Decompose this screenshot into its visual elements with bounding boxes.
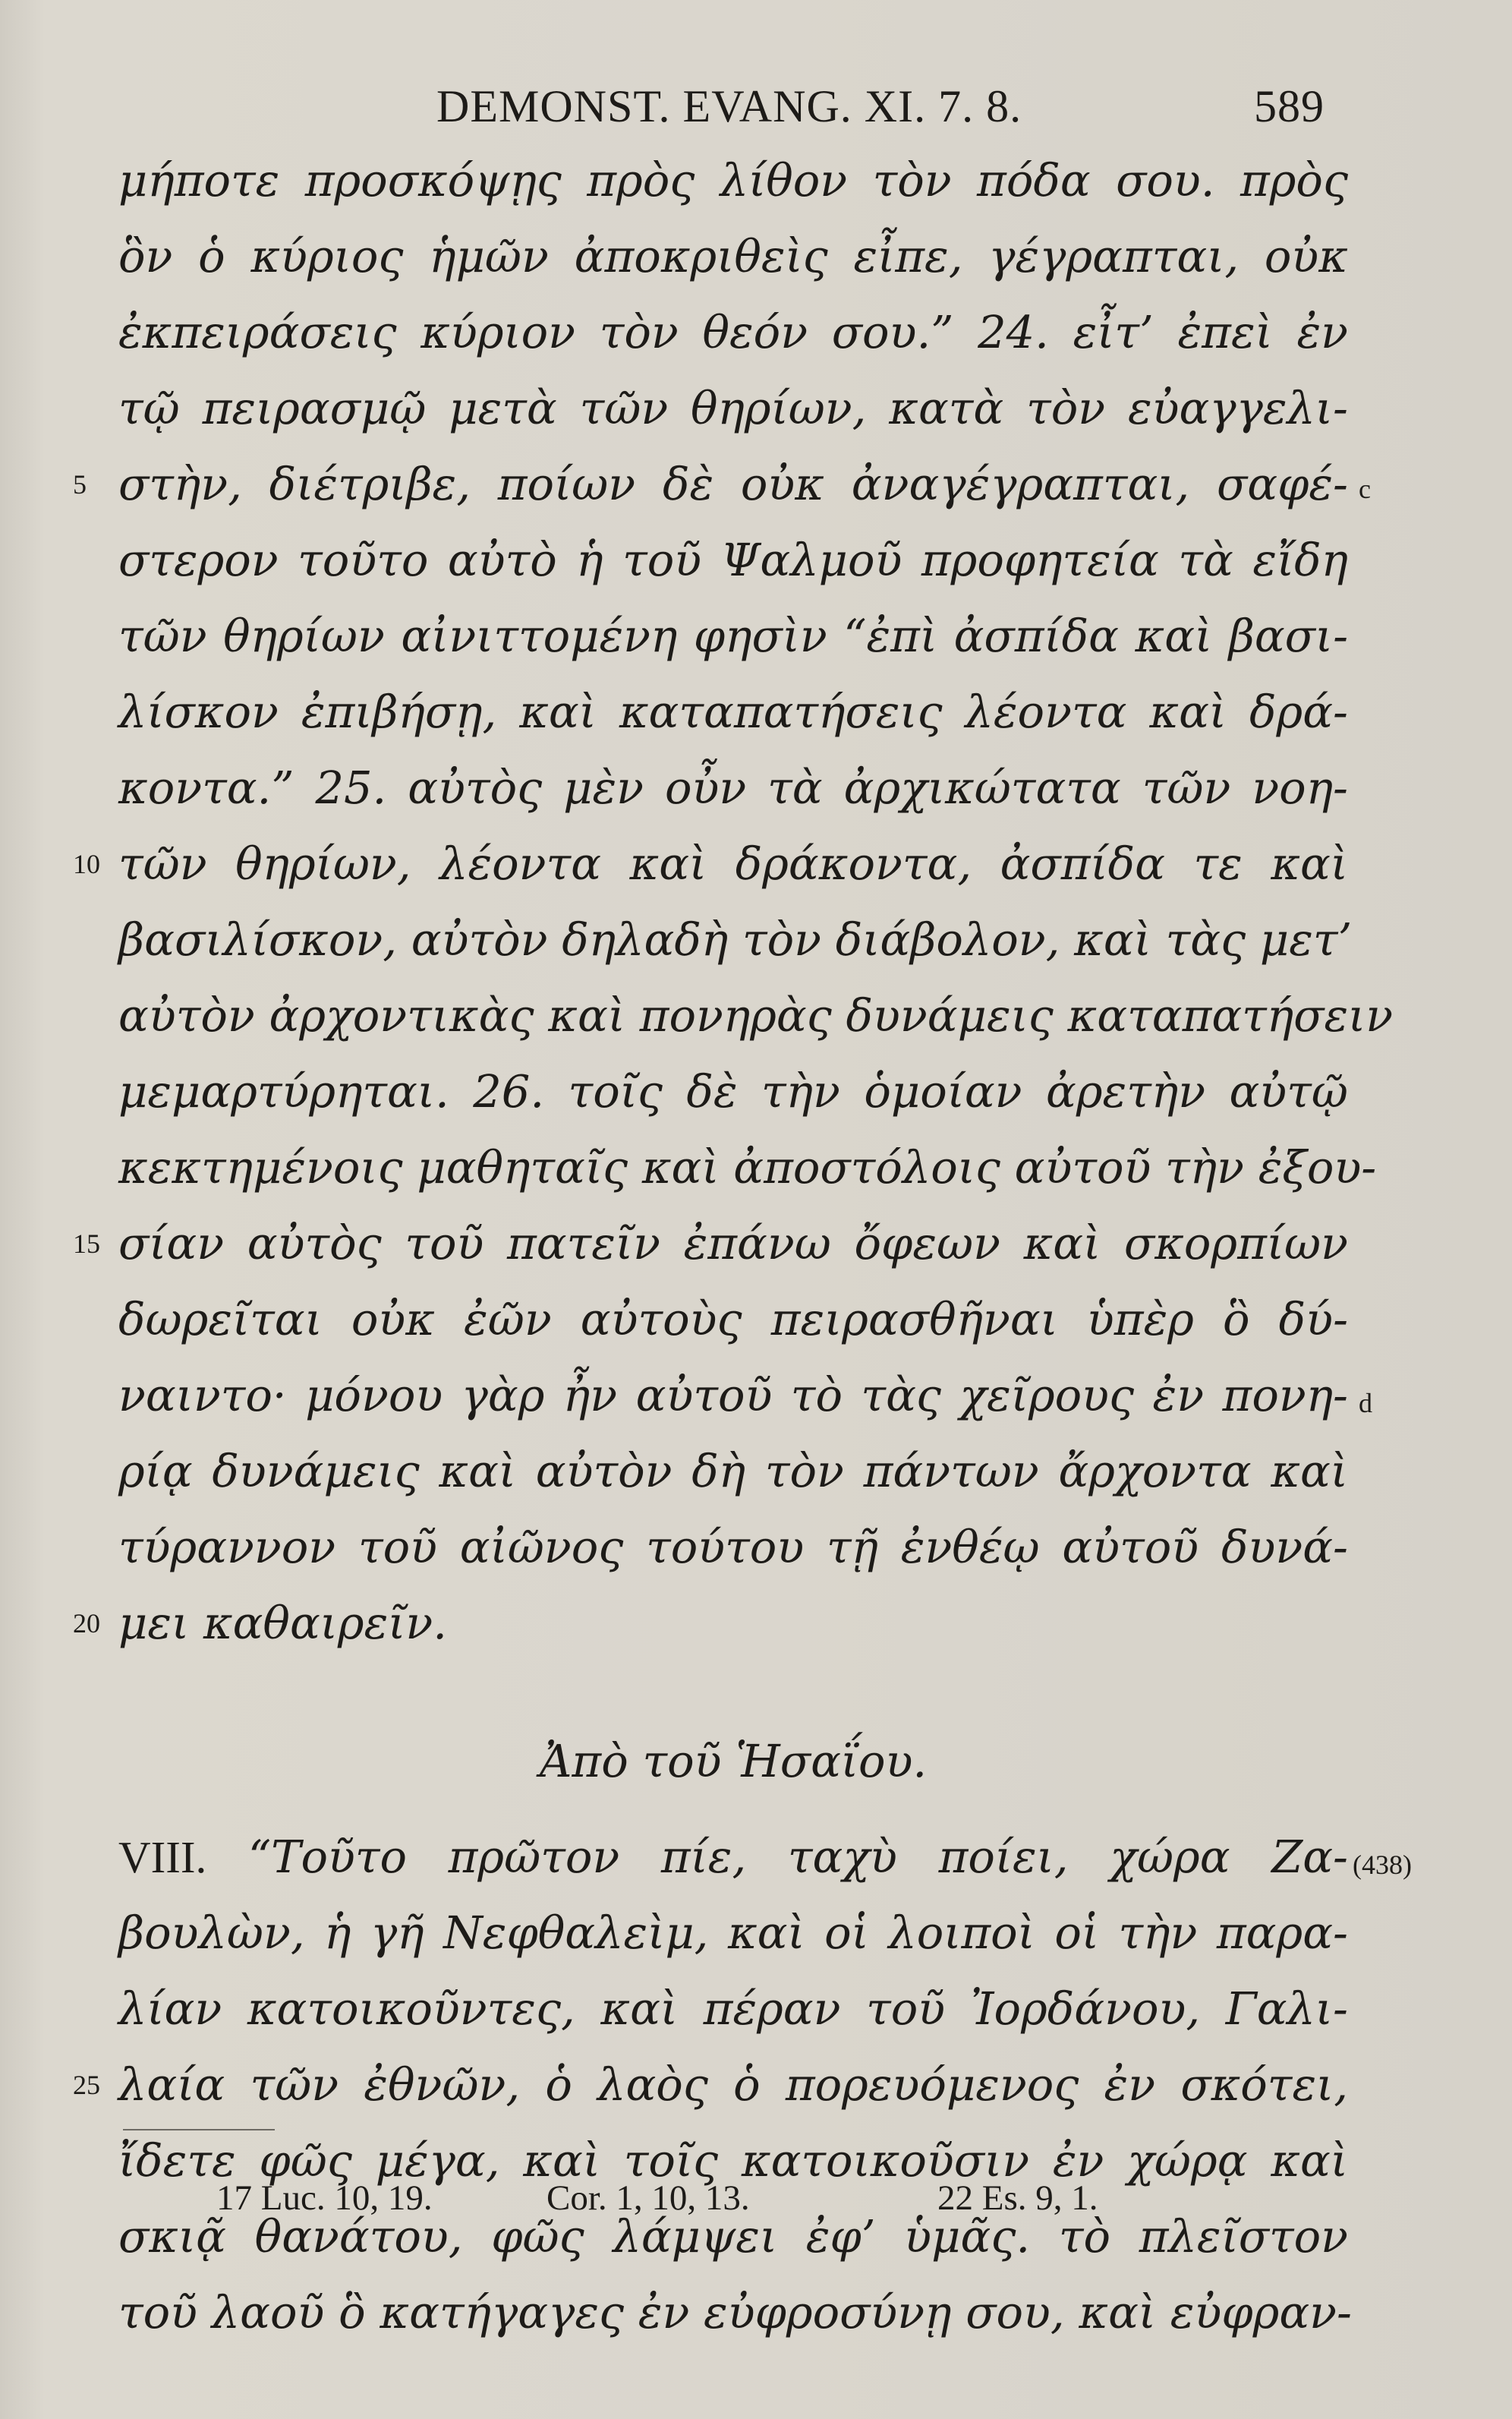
footnote: 17 Luc. 10, 19. — [216, 2178, 433, 2218]
line-number: 5 — [73, 469, 87, 500]
text-line: στερον τοῦτο αὐτὸ ἡ τοῦ Ψαλμοῦ προφητεία τὰ εἴδη — [118, 534, 1348, 586]
line-number: 20 — [73, 1608, 100, 1638]
text-line: στὴν, διέτριβε, ποίων δὲ οὐκ ἀναγέγραπται, σαφέ- — [118, 458, 1348, 510]
text-line: ὃν ὁ κύριος ἡμῶν ἀποκριθεὶς εἶπε, γέγραπται, οὐκ — [118, 230, 1348, 282]
text-line: σκιᾷ θανάτου, φῶς λάμψει ἐφ’ ὑμᾶς. τὸ πλεῖστον — [118, 2210, 1348, 2263]
text-line: τῷ πειρασμῷ μετὰ τῶν θηρίων, κατὰ τὸν εὐαγγελι- — [118, 382, 1348, 434]
section-heading: Ἀπὸ τοῦ Ἡσαΐου. — [539, 1735, 928, 1787]
text-line: δωρεῖται οὐκ ἐῶν αὐτοὺς πειρασθῆναι ὑπὲρ ὃ δύ- — [118, 1293, 1348, 1345]
footnote-rule — [123, 2129, 275, 2130]
text-line: τῶν θηρίων αἰνιττομένη φησὶν “ἐπὶ ἀσπίδα καὶ βασι- — [118, 610, 1348, 662]
text-line: λίσκον ἐπιβήσῃ, καὶ καταπατήσεις λέοντα καὶ δρά- — [118, 686, 1348, 738]
text-line: βουλὼν, ἡ γῆ Νεφθαλεὶμ, καὶ οἱ λοιποὶ οἱ τὴν παρα- — [118, 1906, 1348, 1959]
text-line: τύραννον τοῦ αἰῶνος τούτου τῇ ἐνθέῳ αὐτοῦ δυνά- — [118, 1521, 1348, 1573]
text-line: αὐτὸν ἀρχοντικὰς καὶ πονηρὰς δυνάμεις καταπατήσειν — [118, 989, 1394, 1042]
text-line: ἴδετε φῶς μέγα, καὶ τοῖς κατοικοῦσιν ἐν χώρᾳ καὶ — [118, 2134, 1348, 2187]
text-line: ρίᾳ δυνάμεις καὶ αὐτὸν δὴ τὸν πάντων ἄρχοντα καὶ — [118, 1445, 1348, 1497]
line-number: 15 — [73, 1228, 100, 1259]
text-line: μήποτε προσκόψῃς πρὸς λίθον τὸν πόδα σου. πρὸς — [118, 154, 1348, 207]
text-line: λαία τῶν ἐθνῶν, ὁ λαὸς ὁ πορευόμενος ἐν σκότει, — [118, 2058, 1348, 2111]
page-number: 589 — [1254, 81, 1325, 131]
chapter-numeral: VIII. — [118, 1832, 207, 1882]
footnote: Cor. 1, 10, 13. — [547, 2178, 750, 2218]
text-line: κοντα.” 25. αὐτὸς μὲν οὖν τὰ ἀρχικώτατα τῶν νοη- — [118, 762, 1348, 814]
text-line: μεμαρτύρηται. 26. τοῖς δὲ τὴν ὁμοίαν ἀρετὴν αὐτῷ — [118, 1065, 1348, 1118]
margin-letter: d — [1359, 1388, 1372, 1418]
running-title: DEMONST. EVANG. XI. 7. 8. — [436, 81, 1022, 131]
footnote: 22 Es. 9, 1. — [937, 2178, 1098, 2218]
margin-letter: c — [1359, 474, 1371, 504]
text-line — [118, 1819, 1348, 1895]
text-line: σίαν αὐτὸς τοῦ πατεῖν ἐπάνω ὄφεων καὶ σκορπίων — [118, 1217, 1348, 1269]
text-line: τοῦ λαοῦ ὃ κατήγαγες ἐν εὐφροσύνῃ σου, καὶ εὐφραν- — [118, 2286, 1352, 2339]
line-number: 25 — [73, 2070, 100, 2100]
text-line: βασιλίσκον, αὐτὸν δηλαδὴ τὸν διάβολον, καὶ τὰς μετ’ — [118, 913, 1353, 966]
text-line: κεκτημένοις μαθηταῖς καὶ ἀποστόλοις αὐτοῦ τὴν ἐξου- — [118, 1141, 1377, 1194]
text-line: τῶν θηρίων, λέοντα καὶ δράκοντα, ἀσπίδα τε καὶ — [118, 837, 1348, 890]
text-line: ναιντο· μόνου γὰρ ἦν αὐτοῦ τὸ τὰς χεῖρους ἐν πονη- — [118, 1369, 1348, 1421]
margin-page-reference: (438) — [1353, 1850, 1412, 1880]
text-line-content: “Τοῦτο πρῶτον πίε, ταχὺ ποίει, χώρα Ζα- — [247, 1831, 1348, 1883]
text-line: λίαν κατοικοῦντες, καὶ πέραν τοῦ Ἰορδάνου, Γαλι- — [118, 1982, 1348, 2035]
text-line: ἐκπειράσεις κύριον τὸν θεόν σου.” 24. εἶτ’ ἐπεὶ ἐν — [118, 306, 1348, 358]
footnotes — [0, 2178, 1512, 2238]
line-number: 10 — [73, 849, 100, 879]
text-line: μει καθαιρεῖν. — [118, 1597, 448, 1649]
